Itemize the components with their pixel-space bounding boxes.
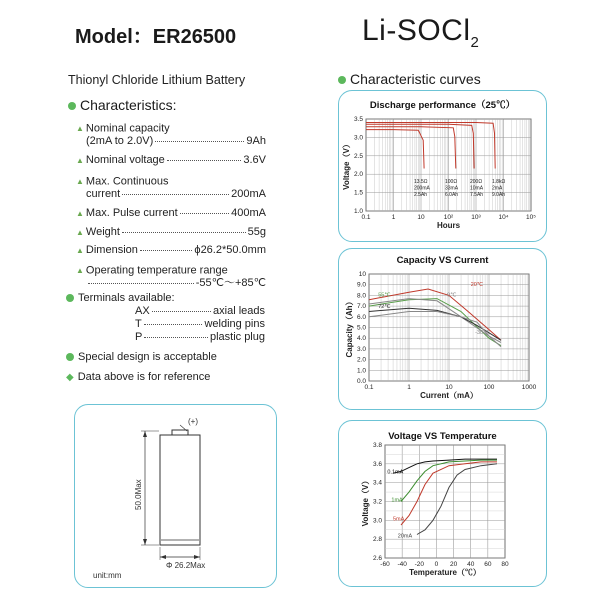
x-axis-label: Temperature（℃） <box>409 568 481 577</box>
battery-terminal <box>172 430 188 435</box>
chemistry-title <box>362 14 479 51</box>
x-tick-label: 10⁴ <box>498 214 509 221</box>
terminal-desc: plastic plug <box>209 331 265 343</box>
y-tick-label: 3.0 <box>356 345 366 353</box>
table-cell: 10mA <box>470 185 484 192</box>
y-tick-label: 3.2 <box>372 498 382 506</box>
battery-drawing <box>75 405 276 587</box>
spec-value: ϕ26.2*50.0mm <box>194 244 266 256</box>
x-tick-label: 80 <box>501 561 509 568</box>
y-tick-label: 3.0 <box>372 517 382 525</box>
terminal-item <box>135 305 265 317</box>
y-axis-label: Voltage（V） <box>342 140 351 190</box>
table-cell: 100Ω <box>445 179 458 185</box>
y-tick-label: 3.5 <box>353 116 363 123</box>
triangle-bullet-icon: ▲ <box>76 246 84 255</box>
spec-max-continuous <box>76 175 266 201</box>
triangle-bullet-icon: ▲ <box>76 177 84 186</box>
y-tick-label: 2.0 <box>353 171 363 179</box>
series-label: 20℃ <box>470 281 484 288</box>
y-tick-label: 7.0 <box>356 303 366 311</box>
characteristics-heading <box>68 97 176 113</box>
y-tick-label: 6.0 <box>356 313 366 321</box>
y-tick-label: 0.0 <box>356 378 366 385</box>
spec-label: Max. Pulse current <box>85 207 178 219</box>
triangle-bullet-icon: ▲ <box>76 156 84 165</box>
table-cell: 7.5Ah <box>470 192 484 198</box>
spec-label: Nominal capacity <box>85 122 170 135</box>
terminal-desc: axial leads <box>213 305 265 317</box>
x-tick-label: 0 <box>434 561 439 568</box>
note-text: Data above is for reference <box>77 371 211 383</box>
x-tick-label: 1000 <box>521 384 537 391</box>
characteristics-heading-text: Characteristics: <box>80 97 177 113</box>
series-label: 1mA <box>391 497 403 504</box>
triangle-bullet-icon: ▲ <box>76 228 84 237</box>
y-tick-label: 1.0 <box>356 367 366 375</box>
x-tick-label: 60 <box>484 561 492 568</box>
triangle-bullet-icon: ▲ <box>76 209 84 218</box>
battery-body <box>160 435 200 545</box>
x-tick-label: 10³ <box>471 214 481 221</box>
series-label: 72℃ <box>378 304 391 311</box>
table-cell: 2mA <box>492 185 503 192</box>
battery-subtitle: Thionyl Chloride Lithium Battery <box>68 73 246 87</box>
x-tick-label: 1 <box>407 384 411 391</box>
spec-label: Dimension <box>85 244 138 256</box>
y-tick-label: 2.5 <box>353 152 363 160</box>
y-tick-label: 3.8 <box>372 442 382 449</box>
spec-operating-temperature <box>76 264 266 290</box>
discharge-chart <box>339 91 546 241</box>
x-tick-label: -60 <box>380 561 390 568</box>
terminal-desc: welding pins <box>204 318 265 330</box>
curves-heading-text: Characteristic curves <box>350 71 481 87</box>
diameter-label: Φ 26.2Max <box>166 561 206 570</box>
spec-label: Nominal voltage <box>85 154 165 166</box>
model-value: ER26500 <box>152 26 237 48</box>
voltage-temperature-chart-panel <box>338 420 547 587</box>
spec-dimension <box>76 244 266 257</box>
triangle-bullet-icon: ▲ <box>76 124 84 133</box>
spec-label2: current <box>86 188 121 201</box>
x-tick-label: 0.1 <box>364 384 374 391</box>
x-tick-label: 10² <box>443 214 454 221</box>
note-special-design <box>66 351 217 363</box>
terminal-item <box>135 318 265 330</box>
plus-label: (+) <box>188 417 198 426</box>
x-tick-label: 100 <box>483 384 495 391</box>
chart-title: Discharge performance（25℃） <box>369 100 516 111</box>
x-tick-label: 0.1 <box>361 214 371 221</box>
spec-nominal-capacity <box>76 122 266 148</box>
x-tick-label: 1 <box>391 214 396 221</box>
table-cell: 9.0Ah <box>492 192 506 198</box>
spec-value: 400mA <box>231 207 266 219</box>
series-label: 0.1mA <box>387 469 404 476</box>
bullet-icon <box>68 102 76 110</box>
series-label: 55℃ <box>378 292 391 299</box>
chemistry-main: Li-SOCl <box>362 14 471 47</box>
y-tick-label: 1.0 <box>353 208 363 215</box>
table-cell: 200Ω <box>470 179 483 185</box>
y-axis-label: Voltage（V） <box>361 476 370 527</box>
terminal-code: P <box>135 331 143 343</box>
bullet-icon <box>66 353 74 361</box>
terminals-heading <box>66 292 175 304</box>
y-tick-label: 3.6 <box>372 460 382 468</box>
y-tick-label: 3.0 <box>353 134 363 142</box>
spec-weight <box>76 226 266 239</box>
spec-label: Max. Continuous <box>85 175 169 188</box>
voltage-temperature-chart <box>339 421 546 586</box>
x-tick-label: 40 <box>467 561 475 568</box>
terminal-code: T <box>135 318 142 330</box>
spec-max-pulse <box>76 207 266 220</box>
triangle-bullet-icon: ▲ <box>76 266 84 275</box>
model-label: Model： <box>75 26 153 48</box>
spec-value: -55℃～+85℃ <box>195 277 266 290</box>
note-text: Special design is acceptable <box>78 351 217 363</box>
y-tick-label: 3.4 <box>372 479 382 487</box>
spec-value: 200mA <box>231 188 266 201</box>
diamond-bullet-icon: ◆ <box>66 372 74 383</box>
spec-value: 9Ah <box>246 135 266 148</box>
spec-value: 3.6V <box>243 154 266 166</box>
terminal-item <box>135 331 265 343</box>
terminals-heading-text: Terminals available: <box>78 292 175 304</box>
table-cell: 6.0Ah <box>445 192 459 198</box>
table-cell: 2.5Ah <box>414 192 428 198</box>
table-cell: 13.5Ω <box>414 179 428 185</box>
curves-heading <box>338 71 481 87</box>
x-tick-label: -20 <box>414 561 424 568</box>
note-reference <box>66 371 210 383</box>
battery-drawing-panel <box>74 404 277 588</box>
spec-condition: (2mA to 2.0V) <box>86 135 154 148</box>
y-tick-label: 4.0 <box>356 335 366 343</box>
discharge-chart-panel <box>338 90 547 242</box>
y-tick-label: 2.0 <box>356 356 366 364</box>
spec-label: Weight <box>85 226 120 238</box>
y-tick-label: 9.0 <box>356 281 366 289</box>
chemistry-sub: 2 <box>470 34 480 51</box>
bullet-icon <box>66 294 74 302</box>
table-cell: 200mA <box>414 185 430 192</box>
table-cell: 33mA <box>445 185 459 192</box>
chart-title: Voltage VS Temperature <box>388 431 497 442</box>
y-tick-label: 10 <box>358 271 366 278</box>
x-tick-label: -40 <box>397 561 407 568</box>
table-cell: 1.8kΩ <box>492 179 506 185</box>
chart-title: Capacity VS Current <box>396 255 489 266</box>
series-label: -30℃ <box>475 329 490 336</box>
x-tick-label: 10 <box>417 214 425 221</box>
height-label: 50.0Max <box>134 479 143 510</box>
series-label: 0℃ <box>447 292 457 299</box>
x-tick-label: 10⁵ <box>526 214 536 221</box>
y-axis-label: Capacity（Ah） <box>345 297 354 358</box>
spec-value: 55g <box>247 226 266 238</box>
y-tick-label: 5.0 <box>356 324 366 332</box>
unit-label: unit:mm <box>93 571 122 580</box>
capacity-chart-panel <box>338 248 547 410</box>
x-axis-label: Current（mA） <box>420 391 478 400</box>
terminal-code: AX <box>135 305 150 317</box>
model-title <box>75 20 236 49</box>
x-tick-label: 20 <box>449 561 458 568</box>
y-tick-label: 1.5 <box>353 189 363 197</box>
x-axis-label: Hours <box>436 221 461 230</box>
spec-label: Operating temperature range <box>85 264 228 277</box>
spec-nominal-voltage <box>76 154 266 167</box>
y-tick-label: 2.8 <box>372 536 382 544</box>
series-label: 5mA <box>393 516 405 523</box>
capacity-chart <box>339 249 546 409</box>
x-tick-label: 10 <box>445 384 453 391</box>
bullet-icon <box>338 76 346 84</box>
y-tick-label: 8.0 <box>356 292 366 300</box>
series-label: 20mA <box>397 533 413 540</box>
y-tick-label: 2.6 <box>372 555 382 562</box>
